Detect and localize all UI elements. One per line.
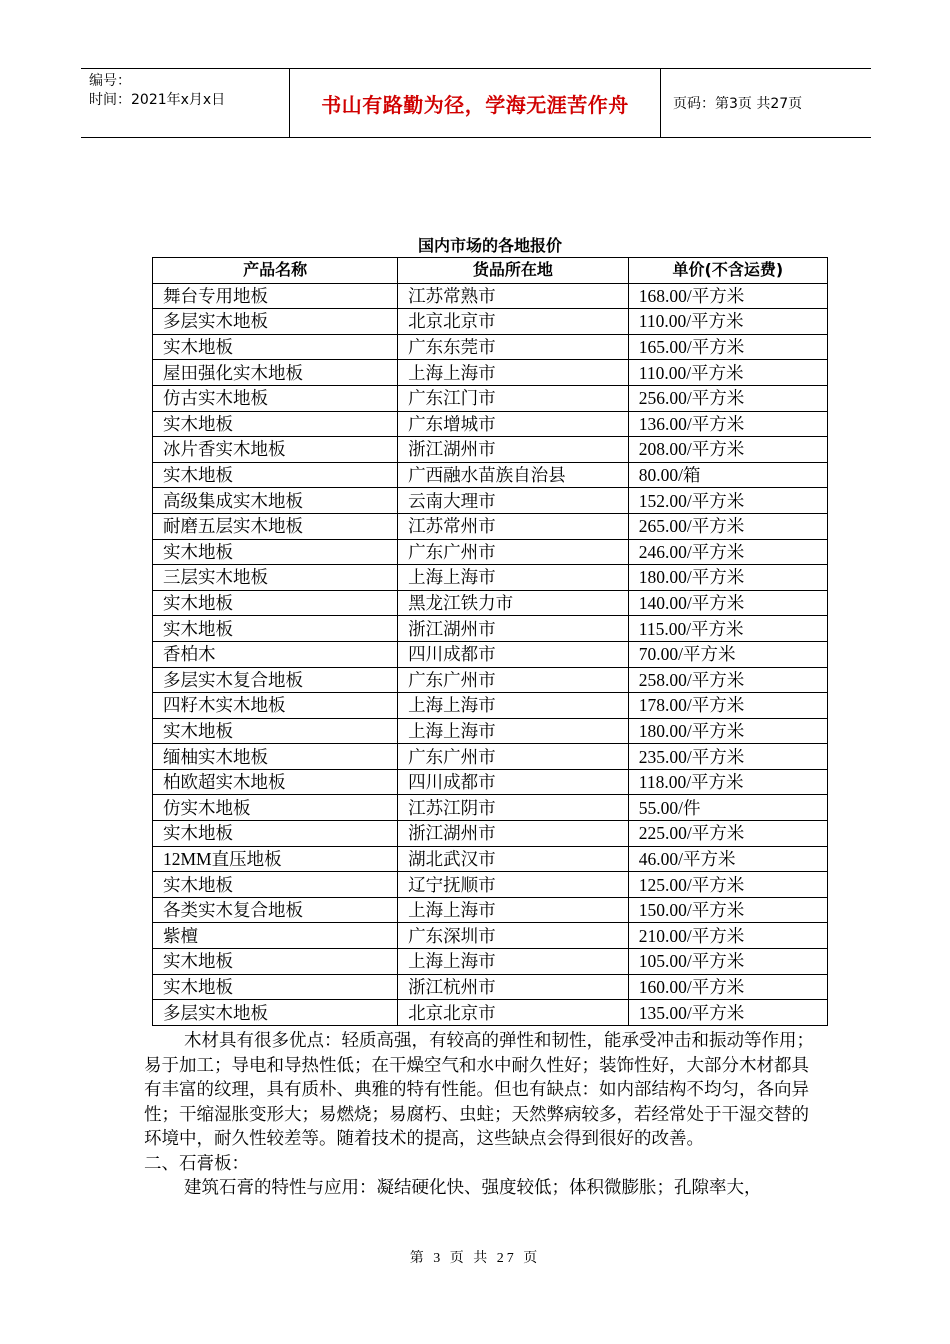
table-row: [153, 360, 828, 386]
table-row: [153, 923, 828, 949]
cell-product: 多层实木复合地板: [153, 667, 398, 693]
header-motto: 书山有路勤为径，学海无涯苦作舟: [290, 69, 661, 137]
cell-location: 上海上海市: [398, 949, 629, 975]
cell-price: 160.00/平方米: [628, 974, 827, 1000]
page-header: [81, 68, 871, 138]
cell-location: 浙江湖州市: [398, 616, 629, 642]
cell-product: 实木地板: [153, 616, 398, 642]
column-header-product: 产品名称: [153, 258, 398, 284]
cell-product: 实木地板: [153, 872, 398, 898]
cell-product: 实木地板: [153, 411, 398, 437]
table-row: [153, 641, 828, 667]
cell-price: 115.00/平方米: [628, 616, 827, 642]
cell-product: 紫檀: [153, 923, 398, 949]
cell-location: 江苏常州市: [398, 513, 629, 539]
table-row: [153, 309, 828, 335]
cell-price: 256.00/平方米: [628, 385, 827, 411]
cell-product: 冰片香实木地板: [153, 437, 398, 463]
table-header-row: [153, 258, 828, 284]
cell-location: 广东广州市: [398, 744, 629, 770]
cell-location: 上海上海市: [398, 693, 629, 719]
cell-product: 缅柚实木地板: [153, 744, 398, 770]
cell-product: 屋田强化实木地板: [153, 360, 398, 386]
cell-location: 广东广州市: [398, 539, 629, 565]
cell-product: 实木地板: [153, 590, 398, 616]
table-row: [153, 872, 828, 898]
paragraph-gypsum: 建筑石膏的特性与应用：凝结硬化快、强度较低；体积微膨胀；孔隙率大，: [184, 1177, 762, 1197]
cell-price: 180.00/平方米: [628, 565, 827, 591]
cell-product: 仿实木地板: [153, 795, 398, 821]
cell-price: 225.00/平方米: [628, 821, 827, 847]
cell-product: 实木地板: [153, 539, 398, 565]
cell-location: 江苏常熟市: [398, 283, 629, 309]
cell-product: 实木地板: [153, 974, 398, 1000]
cell-location: 湖北武汉市: [398, 846, 629, 872]
table-row: [153, 462, 828, 488]
table-row: [153, 565, 828, 591]
cell-location: 广东江门市: [398, 385, 629, 411]
cell-price: 118.00/平方米: [628, 769, 827, 795]
table-row: [153, 283, 828, 309]
cell-location: 云南大理市: [398, 488, 629, 514]
cell-location: 上海上海市: [398, 360, 629, 386]
cell-price: 110.00/平方米: [628, 309, 827, 335]
cell-product: 实木地板: [153, 949, 398, 975]
cell-product: 实木地板: [153, 334, 398, 360]
cell-location: 北京北京市: [398, 1000, 629, 1026]
cell-location: 辽宁抚顺市: [398, 872, 629, 898]
table-row: [153, 539, 828, 565]
table-row: [153, 744, 828, 770]
cell-price: 208.00/平方米: [628, 437, 827, 463]
paragraph-wood: 木材具有很多优点：轻质高强，有较高的弹性和韧性，能承受冲击和振动等作用；易于加工；导电和导热性低；在干燥空气和水中耐久性好；装饰性好，大部分木材都具有丰富的纹理，具有质朴、典雅的特有性能。但也有缺点：如内部结构不均匀，各向异性；干缩湿胀变形大；易燃烧；易腐朽、虫蛀；天然弊病较多，若经常处于干湿交替的环境中，耐久性较差等。随着技术的提高，这些缺点会得到很好的改善。: [144, 1030, 814, 1148]
cell-price: 258.00/平方米: [628, 667, 827, 693]
cell-location: 广西融水苗族自治县: [398, 462, 629, 488]
cell-location: 广东深圳市: [398, 923, 629, 949]
table-row: [153, 437, 828, 463]
cell-location: 浙江湖州市: [398, 437, 629, 463]
page-footer: 第 3 页 共 27 页: [409, 1251, 541, 1266]
cell-price: 70.00/平方米: [628, 641, 827, 667]
cell-location: 四川成都市: [398, 769, 629, 795]
cell-product: 多层实木地板: [153, 309, 398, 335]
table-row: [153, 334, 828, 360]
cell-product: 仿古实木地板: [153, 385, 398, 411]
table-body: [153, 283, 828, 1025]
cell-product: 舞台专用地板: [153, 283, 398, 309]
table-row: [153, 693, 828, 719]
table-row: [153, 821, 828, 847]
document-number-label: 编号：: [89, 73, 131, 89]
cell-price: 180.00/平方米: [628, 718, 827, 744]
cell-price: 125.00/平方米: [628, 872, 827, 898]
table-row: [153, 667, 828, 693]
cell-price: 105.00/平方米: [628, 949, 827, 975]
table-row: [153, 846, 828, 872]
table-row: [153, 385, 828, 411]
cell-price: 80.00/箱: [628, 462, 827, 488]
price-table: [152, 257, 828, 1026]
cell-product: 实木地板: [153, 718, 398, 744]
cell-price: 178.00/平方米: [628, 693, 827, 719]
cell-location: 上海上海市: [398, 718, 629, 744]
cell-location: 广东广州市: [398, 667, 629, 693]
cell-product: 实木地板: [153, 821, 398, 847]
table-row: [153, 513, 828, 539]
cell-location: 江苏江阴市: [398, 795, 629, 821]
table-row: [153, 590, 828, 616]
table-row: [153, 974, 828, 1000]
cell-location: 广东增城市: [398, 411, 629, 437]
table-row: [153, 718, 828, 744]
cell-product: 柏欧超实木地板: [153, 769, 398, 795]
cell-location: 北京北京市: [398, 309, 629, 335]
cell-price: 165.00/平方米: [628, 334, 827, 360]
table-row: [153, 949, 828, 975]
cell-location: 广东东莞市: [398, 334, 629, 360]
header-meta: [81, 69, 290, 137]
cell-price: 265.00/平方米: [628, 513, 827, 539]
table-row: [153, 488, 828, 514]
cell-location: 上海上海市: [398, 565, 629, 591]
cell-product: 12MM直压地板: [153, 846, 398, 872]
cell-price: 168.00/平方米: [628, 283, 827, 309]
cell-location: 浙江杭州市: [398, 974, 629, 1000]
table-row: [153, 616, 828, 642]
table-row: [153, 411, 828, 437]
cell-product: 各类实木复合地板: [153, 897, 398, 923]
cell-product: 四籽木实木地板: [153, 693, 398, 719]
section-heading-gypsum: 二、石膏板：: [144, 1152, 249, 1173]
cell-price: 140.00/平方米: [628, 590, 827, 616]
cell-price: 210.00/平方米: [628, 923, 827, 949]
cell-price: 110.00/平方米: [628, 360, 827, 386]
cell-location: 黑龙江铁力市: [398, 590, 629, 616]
column-header-price: 单价(不含运费): [628, 258, 827, 284]
table-row: [153, 1000, 828, 1026]
cell-price: 135.00/平方米: [628, 1000, 827, 1026]
table-row: [153, 769, 828, 795]
document-date: 时间：2021年x月x日: [89, 92, 226, 108]
cell-location: 四川成都市: [398, 641, 629, 667]
cell-product: 耐磨五层实木地板: [153, 513, 398, 539]
column-header-location: 货品所在地: [398, 258, 629, 284]
cell-price: 235.00/平方米: [628, 744, 827, 770]
cell-price: 46.00/平方米: [628, 846, 827, 872]
cell-price: 150.00/平方米: [628, 897, 827, 923]
cell-product: 香柏木: [153, 641, 398, 667]
body-text: [144, 1028, 824, 1200]
header-page-info: 页码：第3页 共27页: [673, 96, 803, 112]
table-title: 国内市场的各地报价: [417, 236, 562, 255]
cell-price: 55.00/件: [628, 795, 827, 821]
cell-location: 浙江湖州市: [398, 821, 629, 847]
cell-product: 实木地板: [153, 462, 398, 488]
cell-price: 152.00/平方米: [628, 488, 827, 514]
cell-product: 多层实木地板: [153, 1000, 398, 1026]
cell-location: 上海上海市: [398, 897, 629, 923]
cell-product: 三层实木地板: [153, 565, 398, 591]
cell-product: 高级集成实木地板: [153, 488, 398, 514]
cell-price: 136.00/平方米: [628, 411, 827, 437]
table-row: [153, 795, 828, 821]
cell-price: 246.00/平方米: [628, 539, 827, 565]
table-row: [153, 897, 828, 923]
